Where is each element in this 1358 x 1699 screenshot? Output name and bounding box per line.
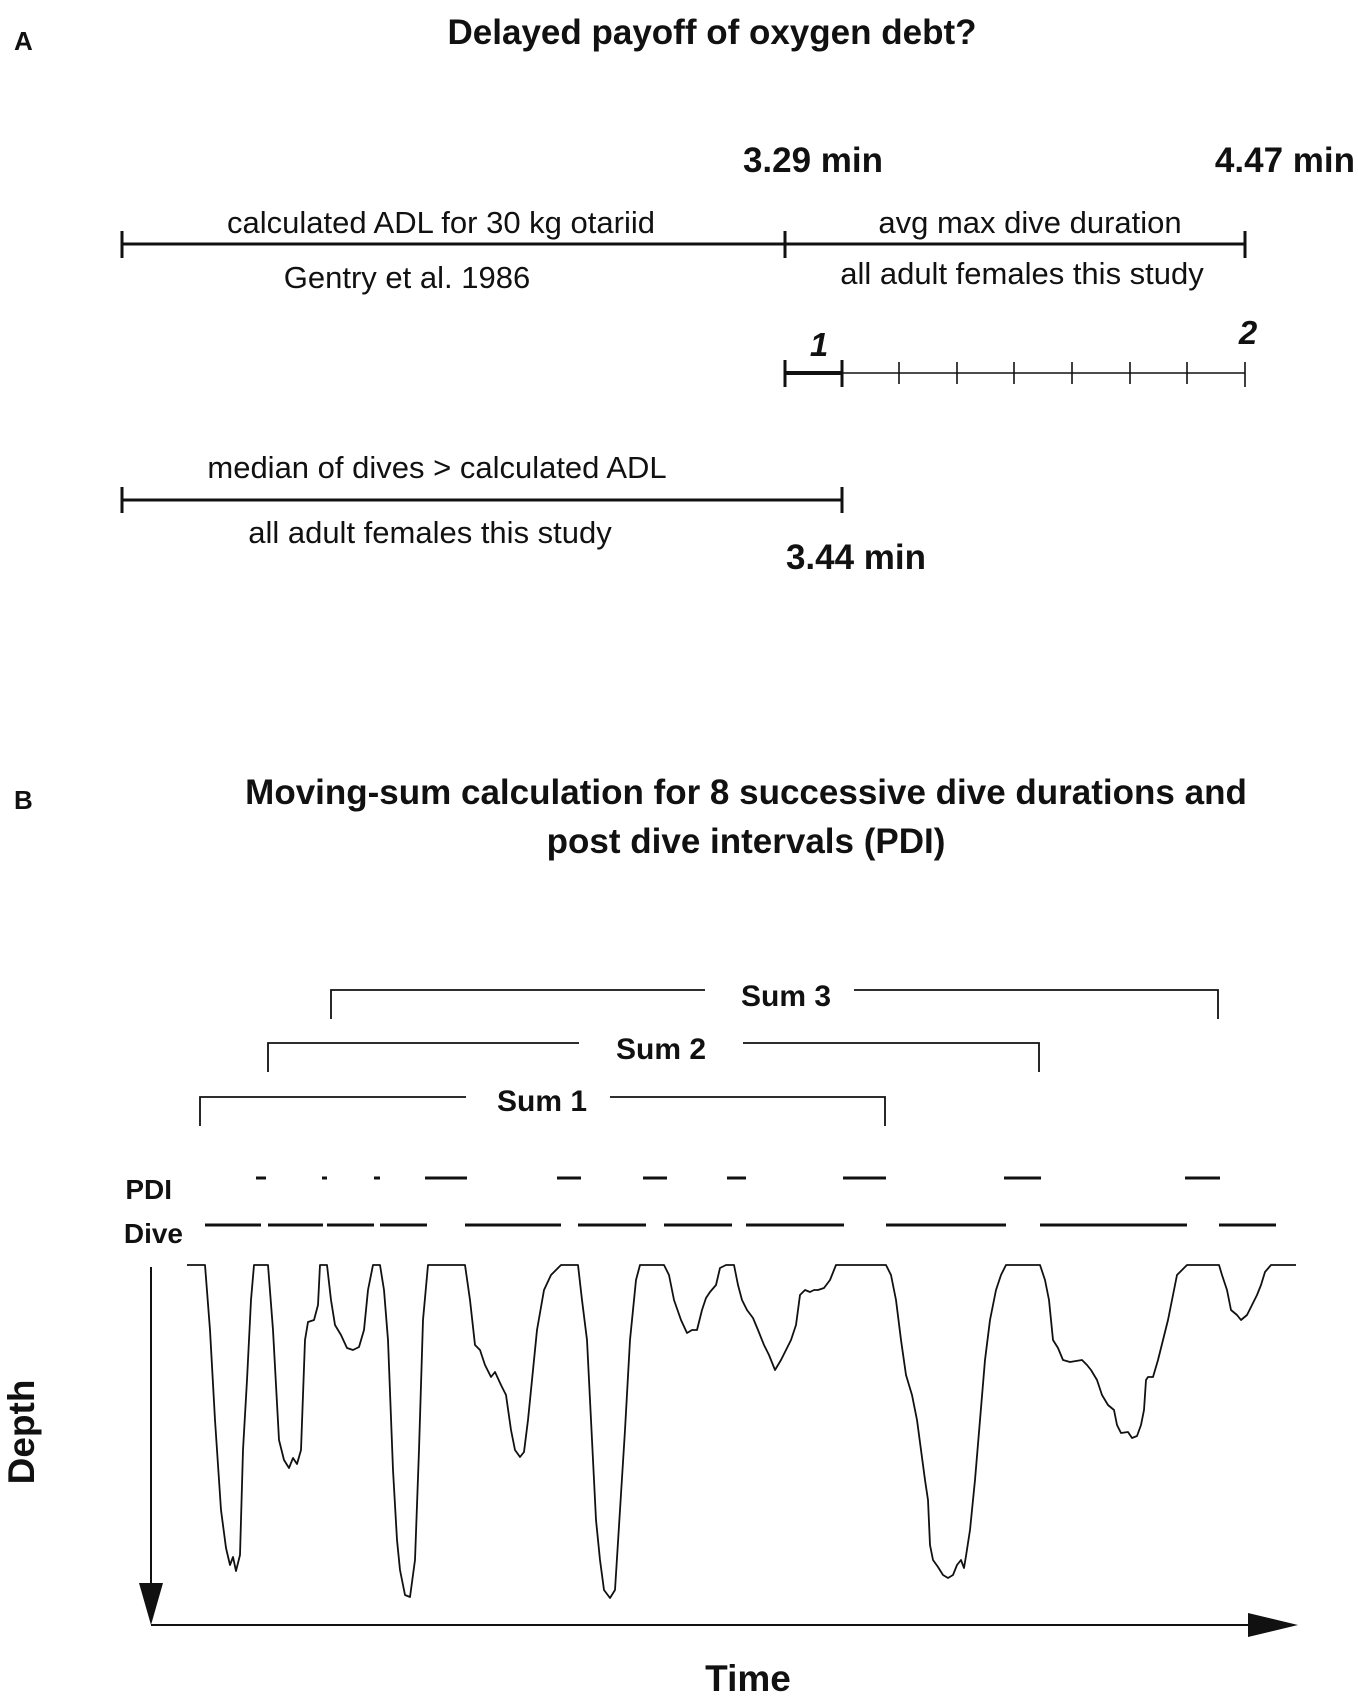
panel-a xyxy=(14,13,1355,577)
time-label-4-47: 4.47 min xyxy=(1214,141,1355,180)
max-dive-label-bottom: all adult females this study xyxy=(840,256,1204,291)
sum-2-label: Sum 2 xyxy=(615,1033,707,1066)
scale-ruler xyxy=(785,360,1245,387)
time-label-3-44: 3.44 min xyxy=(785,538,927,577)
panel-b-title-line-2: post dive intervals (PDI) xyxy=(546,822,946,861)
median-label-bottom: all adult females this study xyxy=(248,515,612,550)
time-axis-label: Time xyxy=(705,1658,791,1699)
median-label-top: median of dives > calculated ADL xyxy=(207,450,667,485)
panel-b-title-line-1: Moving-sum calculation for 8 successive dive durations and xyxy=(245,773,1247,812)
panel-b-letter: B xyxy=(14,785,33,815)
scale-label-1: 1 xyxy=(809,326,829,363)
adl-label-bottom: Gentry et al. 1986 xyxy=(283,260,531,295)
sum-3-label: Sum 3 xyxy=(740,980,832,1013)
panel-b xyxy=(1,773,1298,1699)
scale-label-2: 2 xyxy=(1238,314,1258,351)
depth-axis xyxy=(139,1267,163,1625)
dive-depth-profile xyxy=(187,1265,1296,1598)
pdi-row-label: PDI xyxy=(125,1174,172,1205)
median-timeline-bar xyxy=(122,487,842,513)
depth-axis-label: Depth xyxy=(1,1379,42,1485)
max-dive-label-top: avg max dive duration xyxy=(878,205,1182,240)
time-axis xyxy=(151,1613,1298,1637)
panel-a-title: Delayed payoff of oxygen debt? xyxy=(447,13,977,52)
panel-a-letter: A xyxy=(14,26,33,56)
time-label-3-29: 3.29 min xyxy=(742,141,884,180)
sum-1-label: Sum 1 xyxy=(496,1085,588,1118)
dive-row-label: Dive xyxy=(123,1218,183,1249)
adl-label-top: calculated ADL for 30 kg otariid xyxy=(227,205,655,240)
